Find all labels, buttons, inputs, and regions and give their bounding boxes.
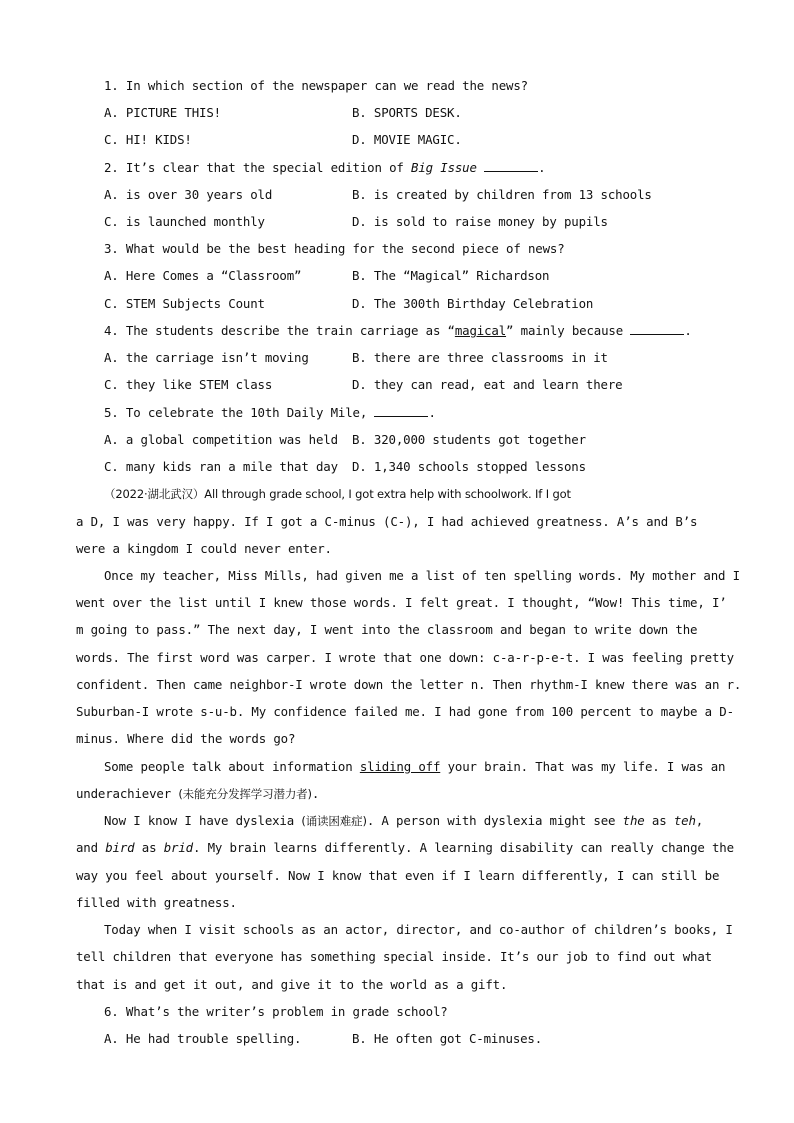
answer-blank [484,160,538,172]
passage-p4-line2 [76,840,734,856]
question-5-option-a: A. a global competition was held [104,432,338,447]
p4-italic-bird: bird [105,840,135,855]
passage-p5-line2: tell children that everyone has something special inside. It’s our job to find out what [76,949,712,964]
p4-text-as: as [644,813,674,828]
question-2-option-d: D. is sold to raise money by pupils [352,214,608,229]
p4-text-d: . My brain learns differently. A learning disability can really change the [193,840,734,855]
question-1-option-c: C. HI! KIDS! [104,132,192,147]
question-3-option-b: B. The “Magical” Richardson [352,268,550,283]
p4-italic-teh: teh [673,813,696,828]
passage-p1-line3: were a kingdom I could never enter. [76,541,332,556]
p4-text-and: and [76,840,106,855]
passage-p4-line3: way you feel about yourself. Now I know that even if I learn differently, I can still be [76,868,720,883]
question-2-stem-text: 2. It’s clear that the special edition of [104,160,412,175]
question-1-stem: 1. In which section of the newspaper can we read the news? [104,78,528,93]
question-6-option-b: B. He often got C-minuses. [352,1031,543,1046]
passage-p2-line2: went over the list until I knew those words. I felt great. I thought, “Wow! This time, I’ [76,595,727,610]
p4-text-a: Now I know I have dyslexia [104,813,302,828]
question-5-option-c: C. many kids ran a mile that day [104,459,338,474]
question-4-stem-text-2: ” mainly because [506,323,631,338]
question-3-option-d: D. The 300th Birthday Celebration [352,296,594,311]
passage-p2-line6: Suburban-I wrote s-u-b. My confidence failed me. I had gone from 100 percent to maybe a D- [76,704,734,719]
passage-p2-line5: confident. Then came neighbor-I wrote down the letter n. Then rhythm-I knew there was an r. [76,677,742,692]
passage-p2-line4: words. The first word was carper. I wrote that one down: c-a-r-p-e-t. I was feeling pretty [76,650,734,665]
question-4-option-b: B. there are three classrooms in it [352,350,608,365]
p3-text-a: Some people talk about information [104,759,360,774]
question-4-option-a: A. the carriage isn’t moving [104,350,309,365]
question-2-option-a: A. is over 30 years old [104,187,273,202]
question-4-stem: 4. The students describe the train carriage as “magical” mainly because . [104,323,692,338]
question-6-option-a: A. He had trouble spelling. [104,1031,302,1046]
question-4-option-d: D. they can read, eat and learn there [352,377,623,392]
passage-p2-line7: minus. Where did the words go? [76,731,296,746]
passage-p5-line3: that is and get it out, and give it to the world as a gift. [76,977,508,992]
answer-blank [630,323,684,335]
p3-chinese-gloss: (未能充分发挥学习潜力者) [178,787,312,801]
p3-underlined-phrase: sliding off [359,759,441,774]
passage-p3-line1 [104,759,725,775]
question-5-option-d: D. 1,340 schools stopped lessons [352,459,586,474]
question-4-option-c: C. they like STEM class [104,377,273,392]
question-1-option-a: A. PICTURE THIS! [104,105,221,120]
question-2-option-c: C. is launched monthly [104,214,265,229]
question-1-option-d: D. MOVIE MAGIC. [352,132,462,147]
passage-p2-line1: Once my teacher, Miss Mills, had given me a list of ten spelling words. My mother and I [104,568,740,583]
passage-p3-line2 [76,786,319,802]
question-4-underlined-word: magical [454,323,507,338]
question-6-stem: 6. What’s the writer’s problem in grade school? [104,1004,448,1019]
p4-text-c: , [695,813,704,828]
p4-text-b: . A person with dyslexia might see [366,813,623,828]
passage-p4-line4: filled with greatness. [76,895,237,910]
question-2-title-italic: Big Issue [411,160,477,175]
p3-text-d: . [311,786,320,801]
question-2-stem [104,160,545,176]
question-5-stem-end: . [428,405,436,420]
question-3-option-a: A. Here Comes a “Classroom” [104,268,302,283]
passage-p4-line1 [104,813,703,829]
passage-p2-line3: m going to pass.” The next day, I went into the classroom and began to write down the [76,622,698,637]
question-5-stem-text: 5. To celebrate the 10th Daily Mile, [104,405,375,420]
passage-p5-line1: Today when I visit schools as an actor, director, and co-author of children’s books, I [104,922,733,937]
question-4-stem-text: 4. The students describe the train carriage as “ [104,323,455,338]
p3-text-c: underachiever [76,786,179,801]
passage-line [104,486,571,502]
question-2-option-b: B. is created by children from 13 schools [352,187,652,202]
p4-text-as-2: as [134,840,164,855]
passage-p1-line2: a D, I was very happy. If I got a C-minus (C-), I had achieved greatness. A’s and B’s [76,514,698,529]
p4-italic-brid: brid [163,840,193,855]
p4-italic-the: the [622,813,645,828]
p3-text-b: your brain. That was my life. I was an [440,759,726,774]
p4-chinese-gloss: (诵读困难症) [301,814,367,828]
question-1-option-b: B. SPORTS DESK. [352,105,462,120]
passage-p1-line1: （2022·湖北武汉）All through grade school, I got extra help with schoolwork. If I got [104,487,571,501]
question-5-option-b: B. 320,000 students got together [352,432,586,447]
question-3-stem: 3. What would be the best heading for the second piece of news? [104,241,565,256]
answer-blank [374,405,428,417]
question-3-option-c: C. STEM Subjects Count [104,296,265,311]
question-2-stem-end: . [538,160,546,175]
question-5-stem [104,405,436,421]
